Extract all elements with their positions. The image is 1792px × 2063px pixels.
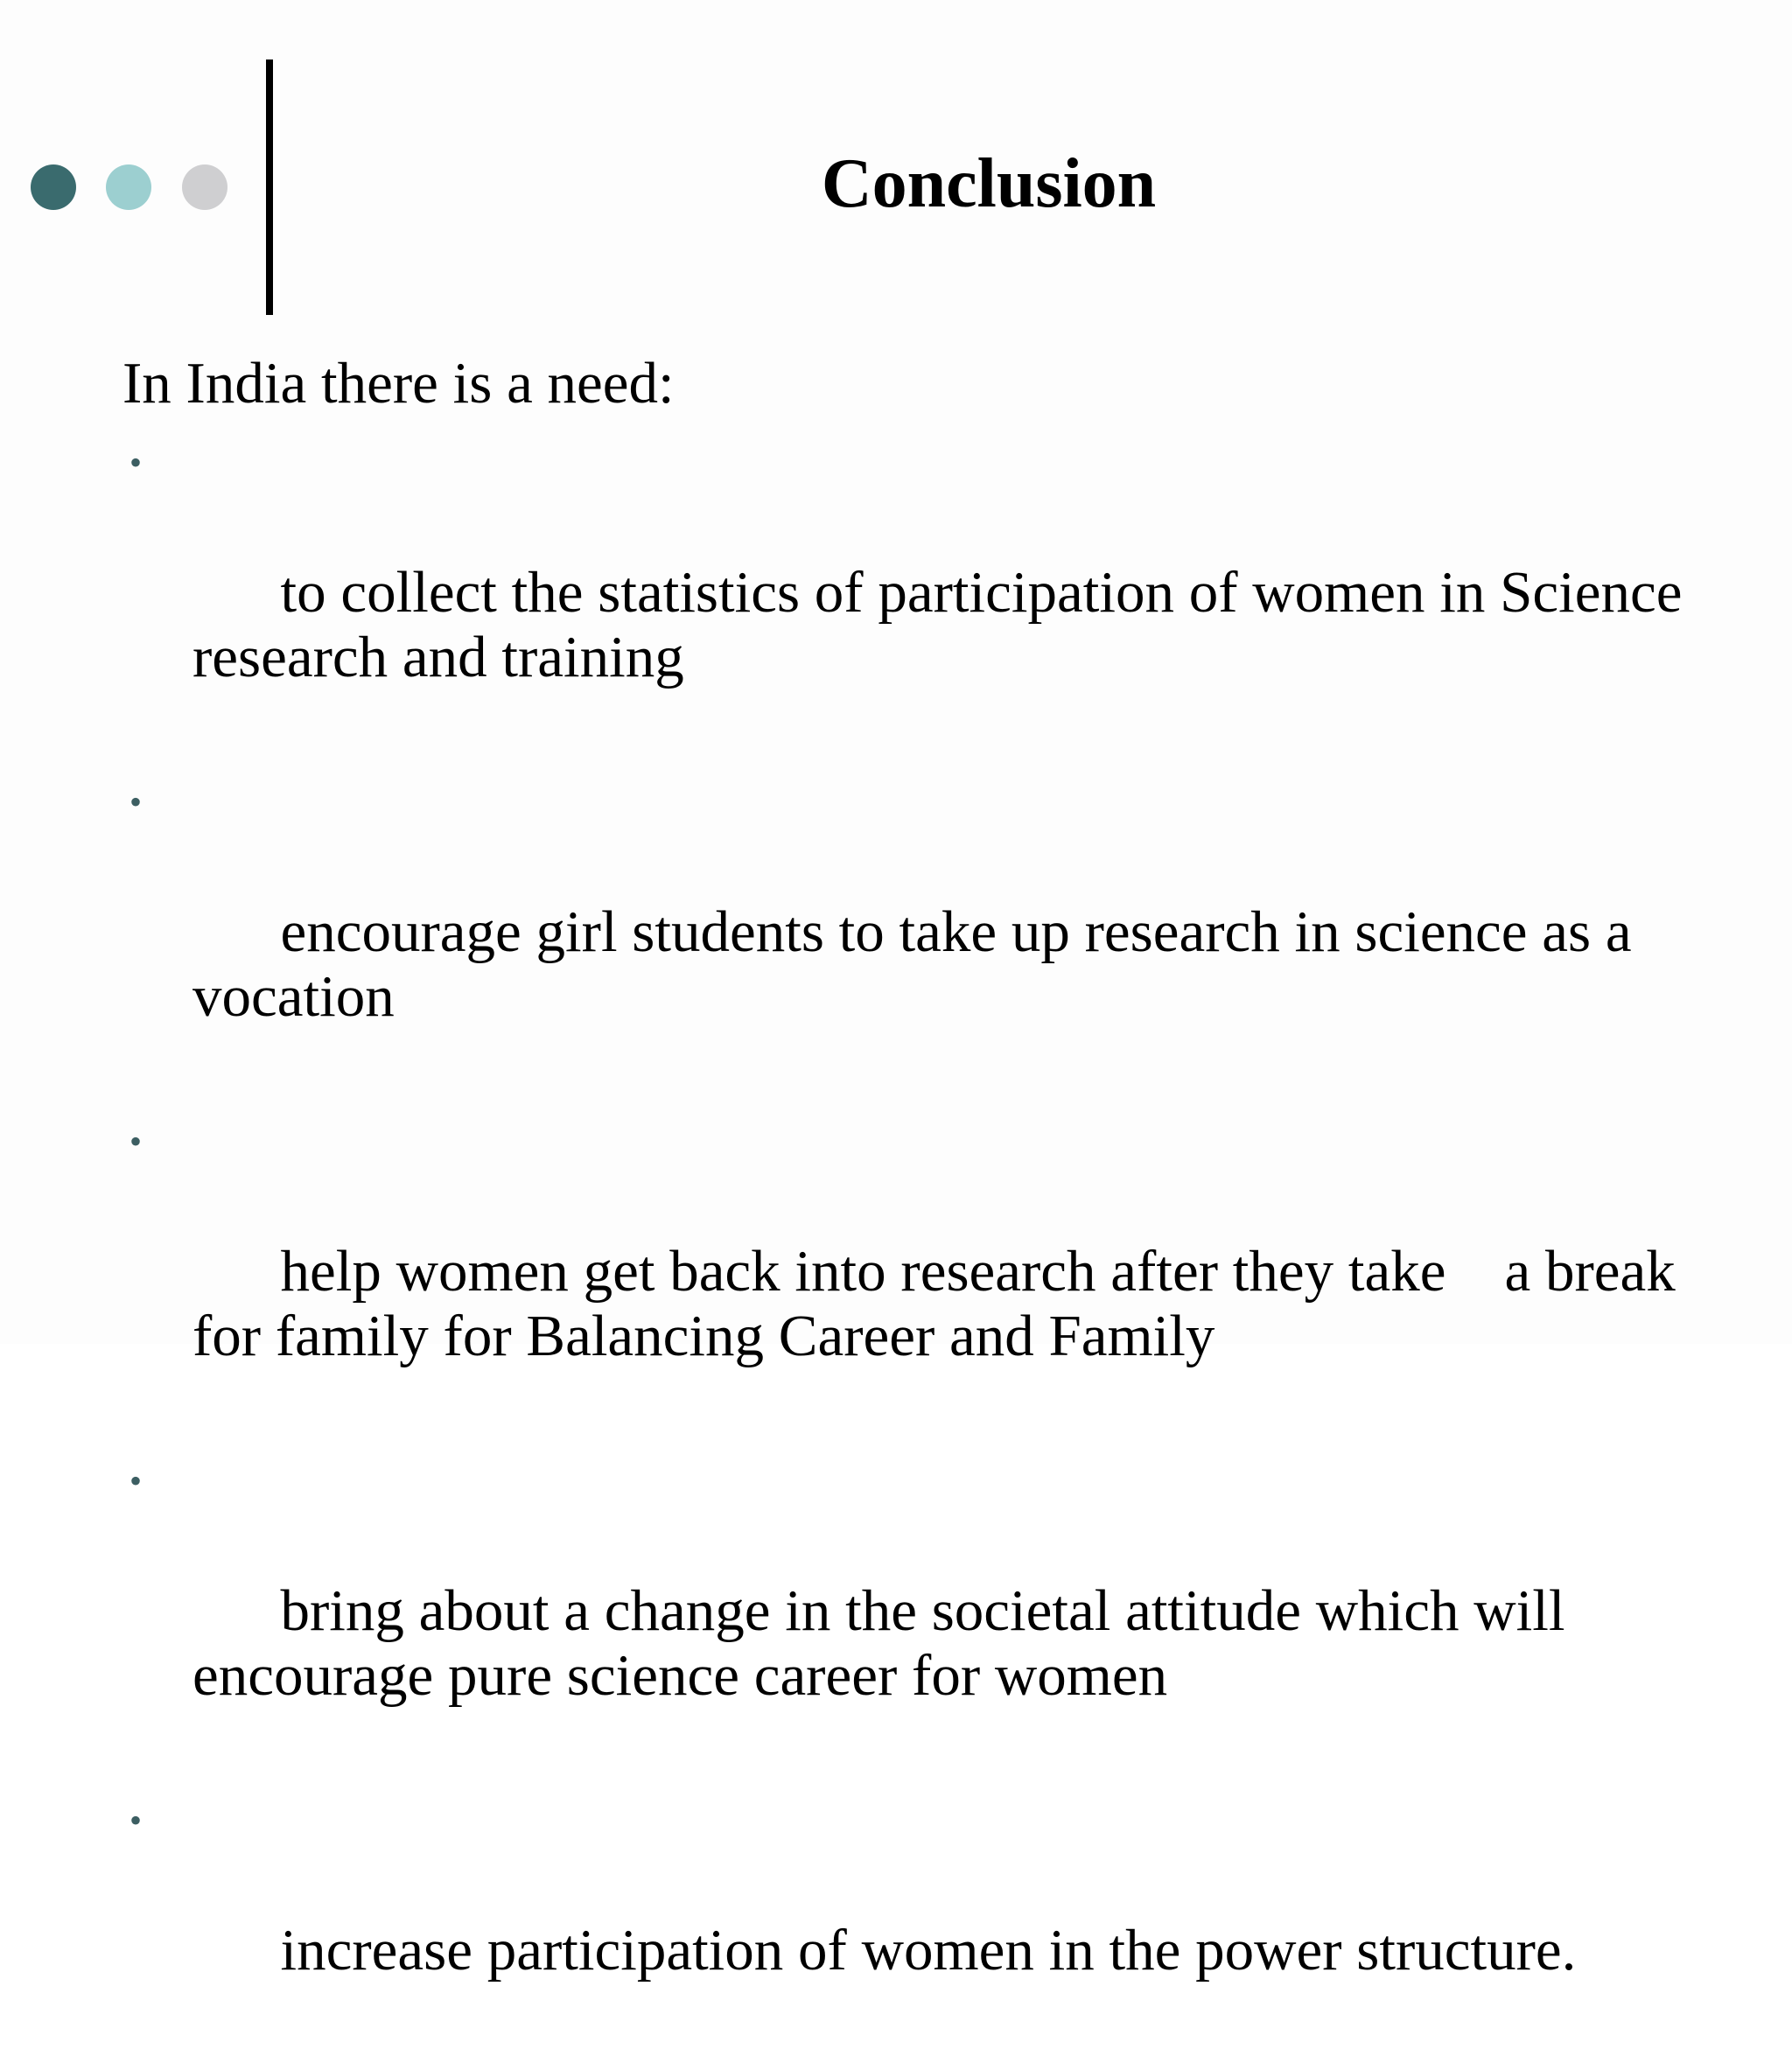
bullet-marker: •: [129, 1122, 142, 1161]
bullet-text: help women get back into research after they take a break for family for Balancing Career and Family: [192, 1239, 1676, 1368]
bullet-item: [122, 1449, 1715, 1773]
bullet-marker: •: [129, 443, 142, 482]
slide-title: Conclusion: [821, 145, 1157, 222]
title-divider: [266, 59, 273, 315]
bullet-marker: •: [129, 782, 142, 822]
bullet-item: [122, 1109, 1715, 1433]
decorative-dot-grey: [182, 164, 228, 210]
bullet-item: [122, 1788, 1715, 2047]
bullet-item: [122, 770, 1715, 1094]
bullet-item: [122, 430, 1715, 754]
decorative-dot-light: [106, 164, 151, 210]
bullet-text: increase participation of women in the power structure.: [280, 1918, 1577, 1983]
intro-text: In India there is a need:: [122, 351, 675, 416]
bullet-text: encourage girl students to take up research in science as a vocation: [192, 899, 1632, 1029]
bullet-marker: •: [129, 1801, 142, 1840]
bullet-marker: •: [129, 1461, 142, 1500]
decorative-dot-dark: [31, 164, 76, 210]
bullet-text: to collect the statistics of participation of women in Science research and training: [192, 560, 1683, 689]
bullet-text: bring about a change in the societal attitude which will encourage pure science career for women: [192, 1578, 1565, 1708]
bullet-list: [122, 430, 1715, 2063]
